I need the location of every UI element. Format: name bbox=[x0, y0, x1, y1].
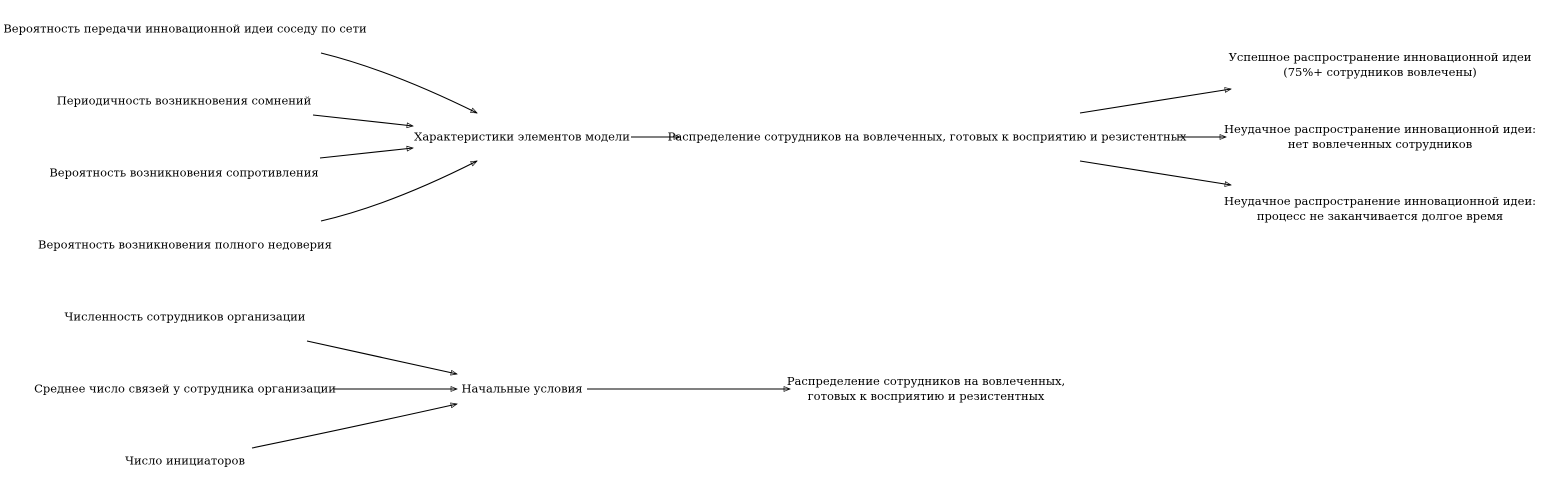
node-distribution-main: Распределение сотрудников на вовлеченных, готовых к восприятию и резистентных bbox=[667, 129, 1187, 144]
node-transfer-probability: Вероятность передачи инновационной идеи соседу по сети bbox=[3, 21, 367, 36]
node-distribution-initial-line-2: готовых к восприятию и резистентных bbox=[807, 389, 1045, 403]
edge-doubt-to-model bbox=[313, 115, 413, 126]
node-fail-none-line-2: нет вовлеченных сотрудников bbox=[1287, 137, 1473, 151]
node-fail-long-line-2: процесс не заканчивается долгое время bbox=[1256, 209, 1504, 223]
node-initial-conditions: Начальные условия bbox=[461, 381, 583, 396]
node-distribution-initial bbox=[787, 374, 1065, 404]
node-success-line-1: Успешное распространение инновационной идеи bbox=[1228, 50, 1532, 64]
edge-distribution-to-fail-long bbox=[1080, 161, 1231, 185]
edge-initiators-to-initial bbox=[252, 404, 457, 448]
node-doubt-periodicity: Периодичность возникновения сомнений bbox=[56, 93, 312, 108]
node-fail-none-line-1: Неудачное распространение инновационной идеи: bbox=[1224, 122, 1536, 136]
node-distrust-probability: Вероятность возникновения полного недоверия bbox=[38, 237, 332, 252]
edge-headcount-to-initial bbox=[307, 341, 457, 374]
edge-transfer-to-model bbox=[321, 53, 477, 113]
node-model-characteristics: Характеристики элементов модели bbox=[414, 129, 630, 144]
edge-distrust-to-model bbox=[321, 161, 477, 221]
node-success-outcome bbox=[1229, 50, 1532, 80]
node-headcount: Численность сотрудников организации bbox=[64, 309, 306, 324]
edge-resist-to-model bbox=[320, 148, 413, 158]
edge-distribution-to-success bbox=[1080, 89, 1231, 113]
node-fail-no-involved bbox=[1224, 122, 1536, 152]
node-fail-long-process bbox=[1224, 194, 1536, 224]
node-fail-long-line-1: Неудачное распространение инновационной идеи: bbox=[1224, 194, 1536, 208]
node-initiators-count: Число инициаторов bbox=[125, 453, 245, 468]
node-success-line-2: (75%+ сотрудников вовлечены) bbox=[1283, 65, 1477, 79]
node-distribution-initial-line-1: Распределение сотрудников на вовлеченных, bbox=[786, 374, 1066, 388]
node-average-links: Среднее число связей у сотрудника организации bbox=[34, 381, 336, 396]
node-resistance-probability: Вероятность возникновения сопротивления bbox=[49, 165, 319, 180]
